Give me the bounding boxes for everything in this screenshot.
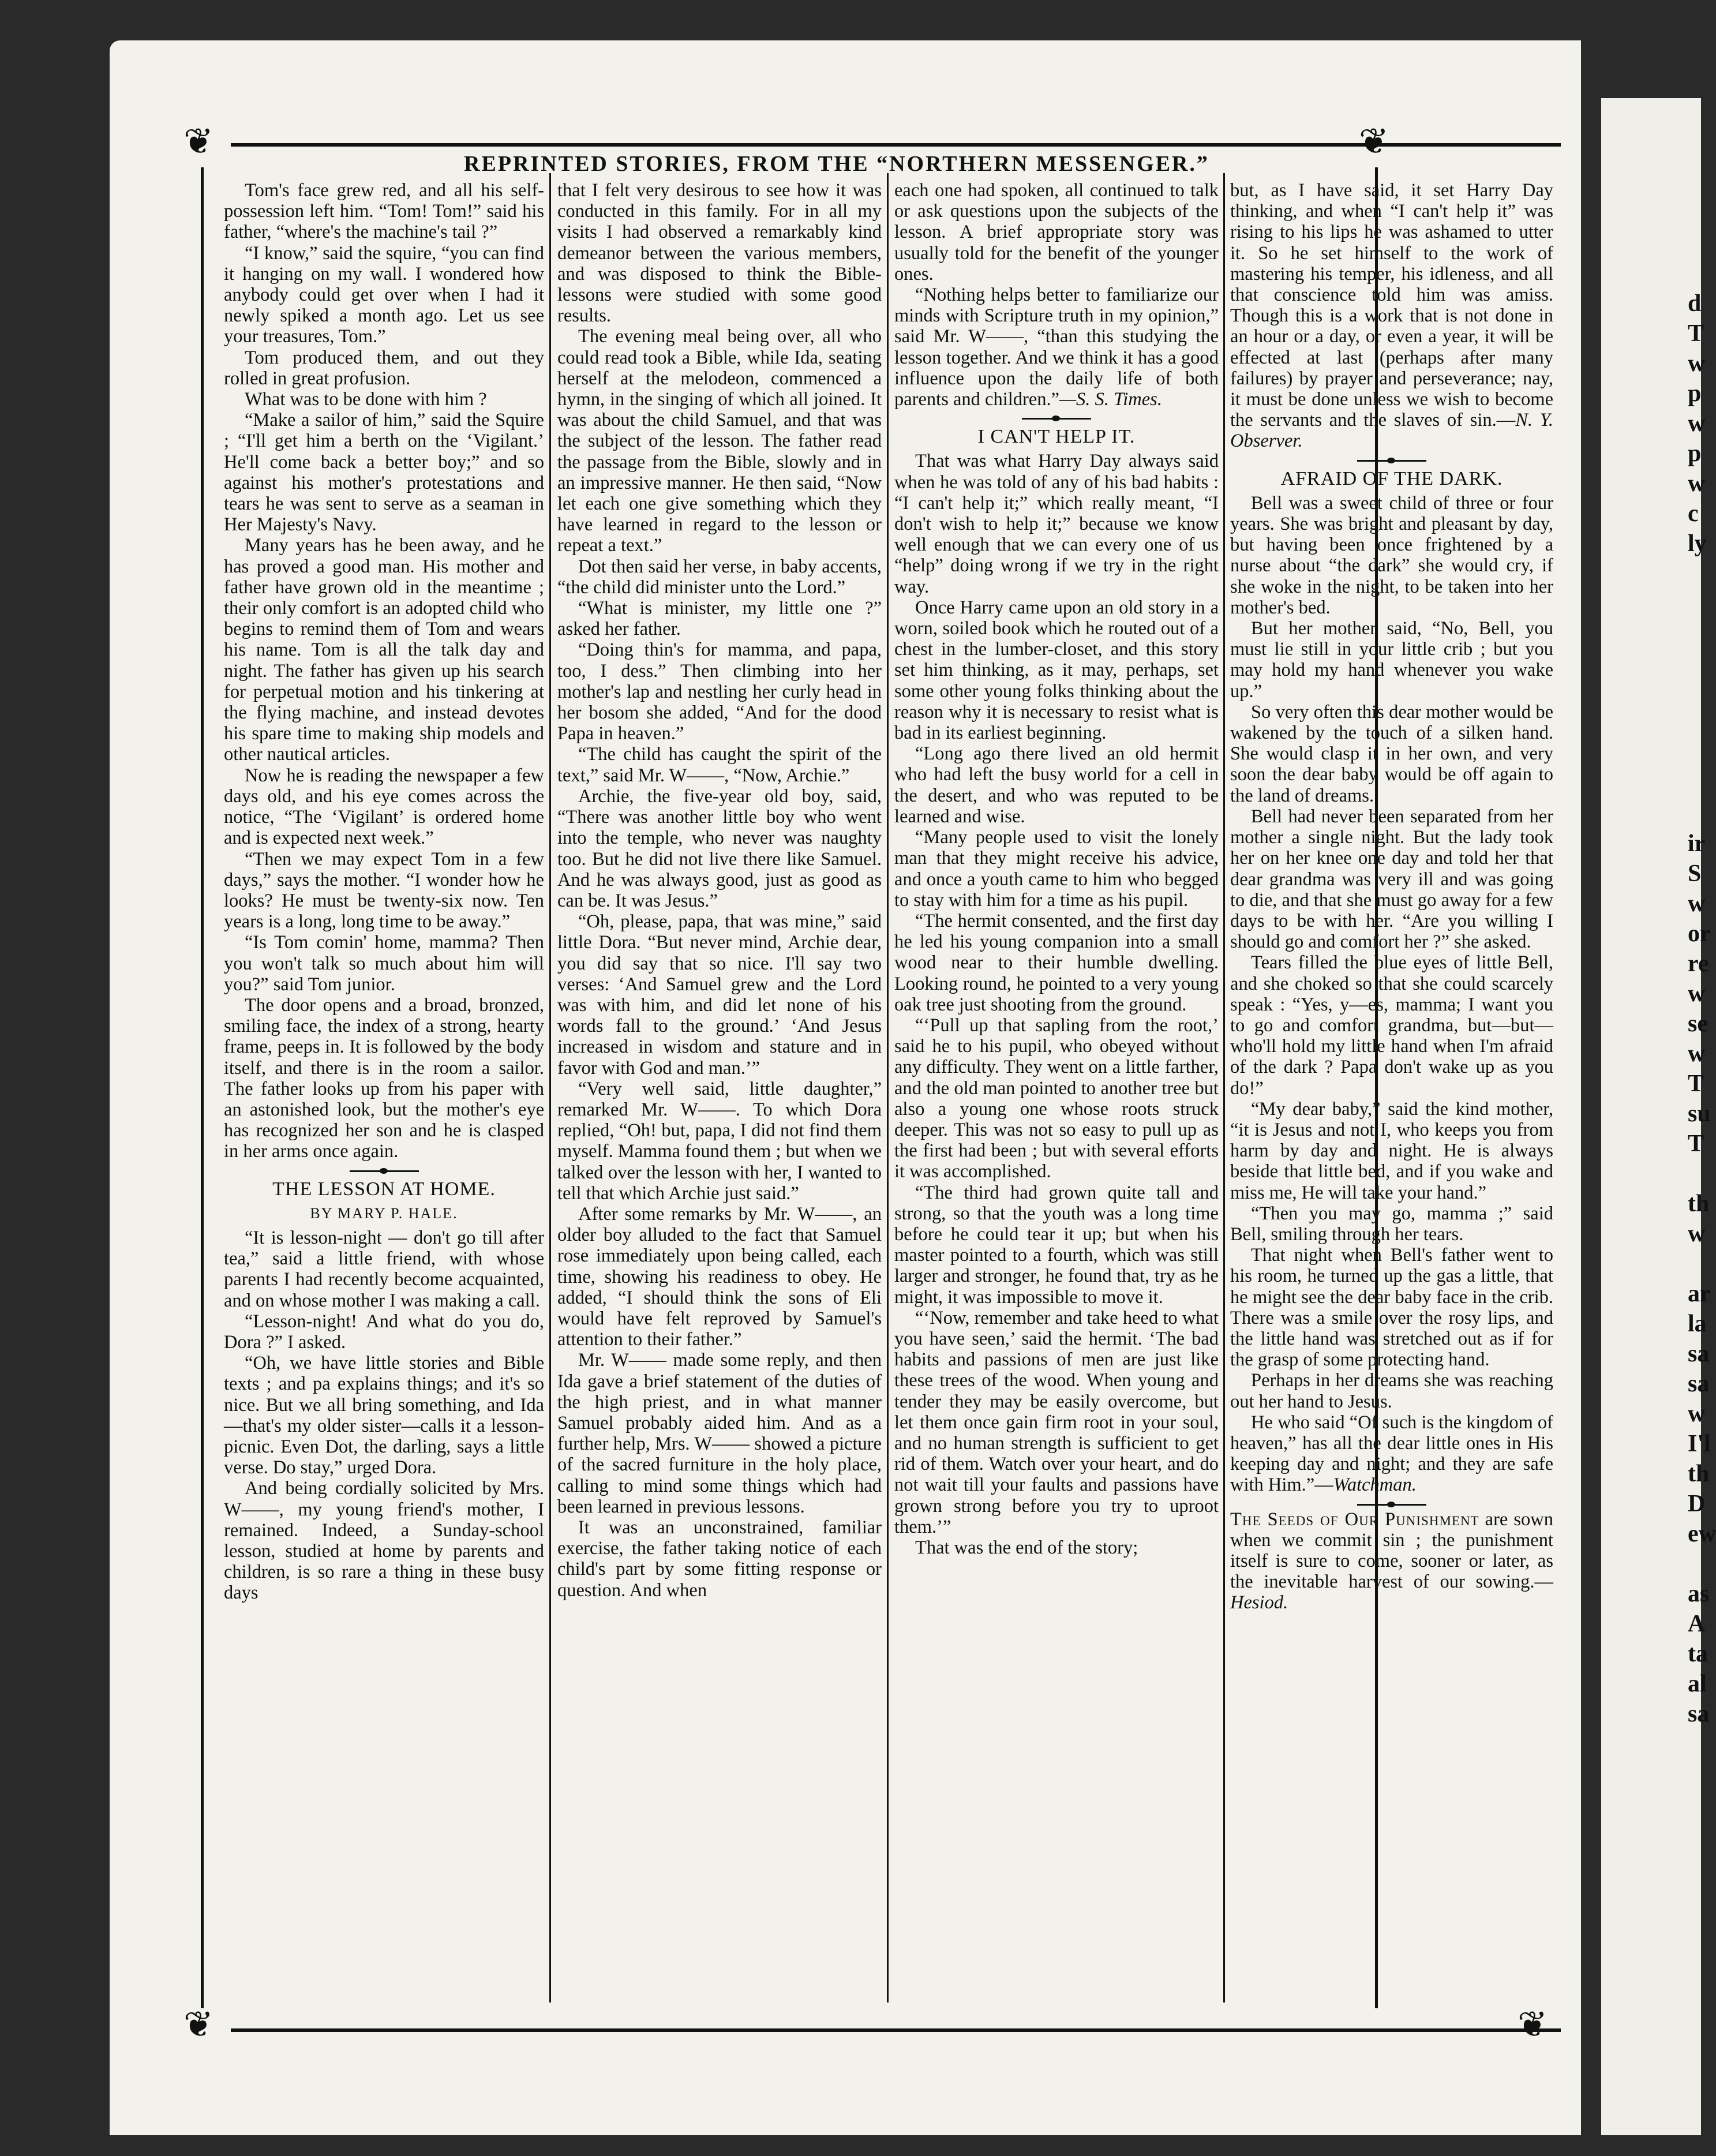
paragraph: Tom's face grew red, and all his self-possession left him. “Tom! Tom!” said his father, “where's the machine's tail ?” <box>224 180 544 243</box>
paragraph: “Lesson-night! And what do you do, Dora ?” I asked. <box>224 1311 544 1353</box>
paragraph: After some remarks by Mr. W——, an older boy alluded to the fact that Samuel rose immediately upon being called, each time, showing his readiness to obey. He added, “I should think the sons of Eli would have felt reproved by Samuel's attention to their father.” <box>557 1203 882 1350</box>
paragraph: Once Harry came upon an old story in a worn, soiled book which he routed out of a chest in the lumber-closet, and this story set him thinking, as it may, perhaps, set some other young folks thinking about the reason why it is necessary to resist what is bad in its earliest beginning. <box>894 597 1219 744</box>
column-1 <box>224 180 544 1992</box>
paragraph: And being cordially solicited by Mrs. W——, my young friend's mother, I remained. Indeed, a Sunday-school lesson, studied at home by parents and children, is so rare a thing in these busy days <box>224 1478 544 1604</box>
closing-note-lead: The Seeds of Our Punishment <box>1230 1509 1479 1530</box>
paragraph: Now he is reading the newspaper a few days old, and his eye comes across the notice, “The ‘Vigilant’ is ordered home and is expected next week.” <box>224 765 544 849</box>
paragraph: The evening meal being over, all who could read took a Bible, while Ida, seating herself at the melodeon, commenced a hymn, in the singing of which all joined. It was about the child Samuel, and that was the subject of the lesson. The father read the passage from the Bible, slowly and in an impressive manner. He then said, “Now let each one give something which they have learned in regard to the lesson or repeat a text.” <box>557 326 882 556</box>
paragraph: “The third had grown quite tall and strong, so that the youth was a long time before he could tear it up; but when his master pointed to a fourth, which was still larger and stronger, he found that, try as he might, it was impossible to move it. <box>894 1182 1219 1308</box>
paragraph: Bell was a sweet child of three or four years. She was bright and pleasant by day, but having been once frightened by a nurse about “the dark” she would cry, if she woke in the night, to be taken into her mother's bed. <box>1230 492 1553 618</box>
paragraph <box>1230 1412 1553 1496</box>
paragraph: That was the end of the story; <box>915 1537 1138 1558</box>
story-title: I CAN'T HELP IT. <box>977 426 1136 448</box>
section-divider <box>1357 460 1426 462</box>
paragraph: “Then we may expect Tom in a few days,” says the mother. “I wonder how he looks? He must be twenty-six now. Ten years is a long, long time to be away.” <box>224 848 544 933</box>
paragraph: Dot then said her verse, in baby accents, “the child did minister unto the Lord.” <box>557 556 882 598</box>
section-divider <box>1022 418 1091 420</box>
column-separator-2 <box>887 173 889 2002</box>
paragraph: “It is lesson-night — don't go till after tea,” said a little friend, with whose parents I had recently become acquainted, and on whose mother I was making a call. <box>224 1227 544 1311</box>
column-separator-3 <box>1223 173 1225 2002</box>
corner-ornament-bottom-right: ❦ <box>1518 2005 1548 2045</box>
paragraph: But her mother said, “No, Bell, you must lie still in your little crib ; but you may hold my hand whenever you wake up.” <box>1230 618 1553 702</box>
paragraph: “Doing thin's for mamma, and papa, too, I dess.” Then climbing into her mother's lap and nestling her curly head in her bosom she added, “And for the dood Papa in heaven.” <box>557 639 882 744</box>
paragraph: That night when Bell's father went to his room, he turned up the gas a little, that he might see the dear baby face in the crib. There was a smile over the rosy lips, and the little hand was stretched out as if for the grasp of some protecting hand. <box>1230 1245 1553 1371</box>
paragraph <box>1230 180 1553 452</box>
paragraph: It was an unconstrained, familiar exercise, the father taking notice of each child's part by some fitting response or question. And when <box>557 1517 882 1601</box>
corner-ornament-bottom-left: ❦ <box>183 2005 213 2045</box>
section-divider <box>1357 1504 1426 1506</box>
paragraph-text: “Nothing helps better to familiarize our minds with Scripture truth in my opinion,” said Mr. W——, “than this studying the lesson together. And we think it has a good influence upon the daily life of both parents and children.” <box>894 285 1219 410</box>
paragraph <box>894 285 1219 410</box>
column-separator-1 <box>549 173 551 2002</box>
paragraph: “Very well said, little daughter,” remarked Mr. W——. To which Dora replied, “Oh! but, papa, I did not find them myself. Mamma found them ; but when we talked over the lesson with her, I wanted to tell that which Archie just said.” <box>557 1078 882 1204</box>
source-credit: —S. S. Times. <box>1059 389 1162 410</box>
paragraph: that I felt very desirous to see how it was conducted in this family. For in all my visits I had observed a remarkably kind demeanor between the various members, and was disposed to think the Bible-lessons were studied with some good results. <box>557 180 882 327</box>
source-credit: Hesiod. <box>1230 1592 1288 1614</box>
paragraph: Archie, the five-year old boy, said, “There was another little boy who went into the temple, who never was naughty too. But he did not live there like Samuel. And he was always good, just as good as can be. It was Jesus.” <box>557 785 882 911</box>
column-2 <box>557 180 882 1992</box>
adjacent-page-text-fragments: d T w p w p w c ly ir S w or re w se w T su T th w ar la sa sa w I'l th D ew as A ta al sa <box>1688 290 1716 1727</box>
column-3 <box>894 180 1219 1992</box>
adjacent-page-edge <box>1601 98 1716 2135</box>
paragraph: “‘Pull up that sapling from the root,’ said he to his pupil, who obeyed without any difficulty. They went on a little farther, and the old man pointed to another tree but also a young one whose roots struck deeper. This was not so easy to pull up as the first had been ; but with several efforts it was accomplished. <box>894 1015 1219 1182</box>
paragraph: What was to be done with him ? <box>245 389 487 410</box>
paragraph: Bell had never been separated from her mother a single night. But the lady took her on her knee one day and told her that dear grandma was very ill and was going to die, and that she must go away for a few days to be with her. “Are you willing I should go and comfort her ?” she asked. <box>1230 806 1553 953</box>
story-title: AFRAID OF THE DARK. <box>1280 467 1503 489</box>
paragraph: “Long ago there lived an old hermit who had left the busy world for a cell in the desert, and who was reputed to be learned and wise. <box>894 743 1219 827</box>
closing-note <box>1230 1509 1553 1614</box>
paragraph: Tom produced them, and out they rolled in great profusion. <box>224 347 544 389</box>
paragraph: “Oh, we have little stories and Bible texts ; and pa explains things; and it's so nice. But we all bring something, and Ida—that's my older sister—calls it a lesson-picnic. Even Dot, the darling, says a little verse. Do stay,” urged Dora. <box>224 1353 544 1478</box>
paragraph: Mr. W—— made some reply, and then Ida gave a brief statement of the duties of the high priest, and in what manner Samuel probably aided him. And as a further help, Mrs. W—— showed a picture of the sacred furniture in the holy place, calling to mind some things which had been learned in previous lessons. <box>557 1350 882 1517</box>
bottom-border-rule <box>231 2028 1561 2032</box>
paragraph: “Then you may go, mamma ;” said Bell, smiling through her tears. <box>1230 1203 1553 1245</box>
paragraph: “Make a sailor of him,” said the Squire ; “I'll get him a berth on the ‘Vigilant.’ He'll come back a better boy;” and so against his mother's protestations and tears he was sent to serve as a seaman in Her Majesty's Navy. <box>224 410 544 536</box>
paragraph: “Is Tom comin' home, mamma? Then you won't talk so much about him will you?” said Tom junior. <box>224 932 544 995</box>
paragraph-text: but, as I have said, it set Harry Day thinking, and when “I can't help it” was rising to his lips he was ashamed to utter it. So he set himself to the work of mastering his temper, his idleness, and all that conscience told him was amiss. Though this is a work that is not done in an hour or a day, or even a year, it will be effected at last (perhaps after many failures) by prayer and perseverance; nay, it must be done unless we wish to become the servants and the slaves of sin.— <box>1230 180 1553 431</box>
closing-note-text: are sown when we commit sin ; the punishment itself is sure to come, sooner or later, as the inevitable harvest of our sowing.— <box>1230 1509 1553 1593</box>
paragraph: “The child has caught the spirit of the text,” said Mr. W——, “Now, Archie.” <box>557 744 882 786</box>
paragraph: “What is minister, my little one ?” asked her father. <box>557 598 882 640</box>
paragraph: The door opens and a broad, bronzed, smiling face, the index of a strong, hearty frame, peeps in. It is followed by the body itself, and there is in the room a sailor. The father looks up from his paper with an astonished look, but the mother's eye has recognized her son and he is clasped in her arms once again. <box>224 994 544 1162</box>
paragraph: “My dear baby,” said the kind mother, “it is Jesus and not I, who keeps you from harm by day and night. He is always beside that little bed, and if you wake and miss me, He will take your hand.” <box>1230 1098 1553 1203</box>
source-credit: Watchman. <box>1333 1474 1417 1496</box>
page-header: REPRINTED STORIES, FROM THE “NORTHERN MESSENGER.” <box>464 152 1209 176</box>
story-title: THE LESSON AT HOME. <box>272 1178 496 1200</box>
paragraph: “The hermit consented, and the first day he led his young companion into a small wood near to their humble dwelling. Looking round, he pointed to a very young oak tree just shooting from the ground. <box>894 910 1219 1015</box>
source-credit: N. Y. Observer. <box>1230 410 1553 452</box>
paragraph: Many years has he been away, and he has proved a good man. His mother and father have grown old in the meantime ; their only comfort is an adopted child who begins to remind them of Tom and wears his name. Tom is all the talk day and night. The father has given up his search for perpetual motion and his tinkering at the flying machine, and instead devotes his spare time to making ship models and other nautical articles. <box>224 535 544 765</box>
paragraph: “Many people used to visit the lonely man that they might receive his advice, and once a youth came to him who begged to stay with him for a time as his pupil. <box>894 827 1219 911</box>
paragraph: “‘Now, remember and take heed to what you have seen,’ said the hermit. ‘The bad habits and passions of men are just like these trees of the wood. When young and tender they may be easily overcome, but let them once gain firm root in your soul, and no human strength is sufficient to get rid of them. Watch over your heart, and do not wait till your faults and passions have grown strong before you try to uproot them.’” <box>894 1307 1219 1537</box>
paragraph: Perhaps in her dreams she was reaching out her hand to Jesus. <box>1230 1370 1553 1412</box>
corner-ornament-top-left: ❦ <box>183 122 213 162</box>
corner-ornament-top-right: ❦ <box>1359 122 1389 162</box>
paragraph: Tears filled the blue eyes of little Bell, and she choked so that she could scarcely speak : “Yes, y—es, mamma; I want you to go and comfort grandma, but—but—who'll hold my little hand when I'm afraid of the dark ? Papa don't wake up as you do!” <box>1230 952 1553 1099</box>
column-4 <box>1230 180 1553 1992</box>
left-border-rule <box>201 167 204 2008</box>
paragraph: “I know,” said the squire, “you can find it hanging on my wall. I wondered how anybody could get over when I had it newly spiked a month ago. Let us see your treasures, Tom.” <box>224 242 544 347</box>
paragraph: That was what Harry Day always said when he was told of any of his bad habits : “I can't help it;” which really meant, “I don't wish to help it;” because we know well enough that we can every one of us “help” doing wrong if we try in the right way. <box>894 451 1219 597</box>
paragraph: each one had spoken, all continued to talk or ask questions upon the subjects of the lesson. A brief appropriate story was usually told for the benefit of the younger ones. <box>894 180 1219 285</box>
paragraph: “Oh, please, papa, that was mine,” said little Dora. “But never mind, Archie dear, you did say that so nice. I'll say two verses: ‘And Samuel grew and the Lord was with him, and did let none of his words fall to the ground.’ ‘And Jesus increased in wisdom and stature and in favor with God and man.’” <box>557 911 882 1079</box>
section-divider <box>350 1170 419 1172</box>
paragraph-text: He who said “Of such is the kingdom of heaven,” has all the dear little ones in His keeping day and night; and they are safe with Him.”— <box>1230 1412 1553 1496</box>
byline: BY MARY P. HALE. <box>310 1204 458 1222</box>
paragraph: So very often this dear mother would be wakened by the touch of a silken hand. She would clasp it in her own, and very soon the dear baby would be off again to the land of dreams. <box>1230 701 1553 806</box>
